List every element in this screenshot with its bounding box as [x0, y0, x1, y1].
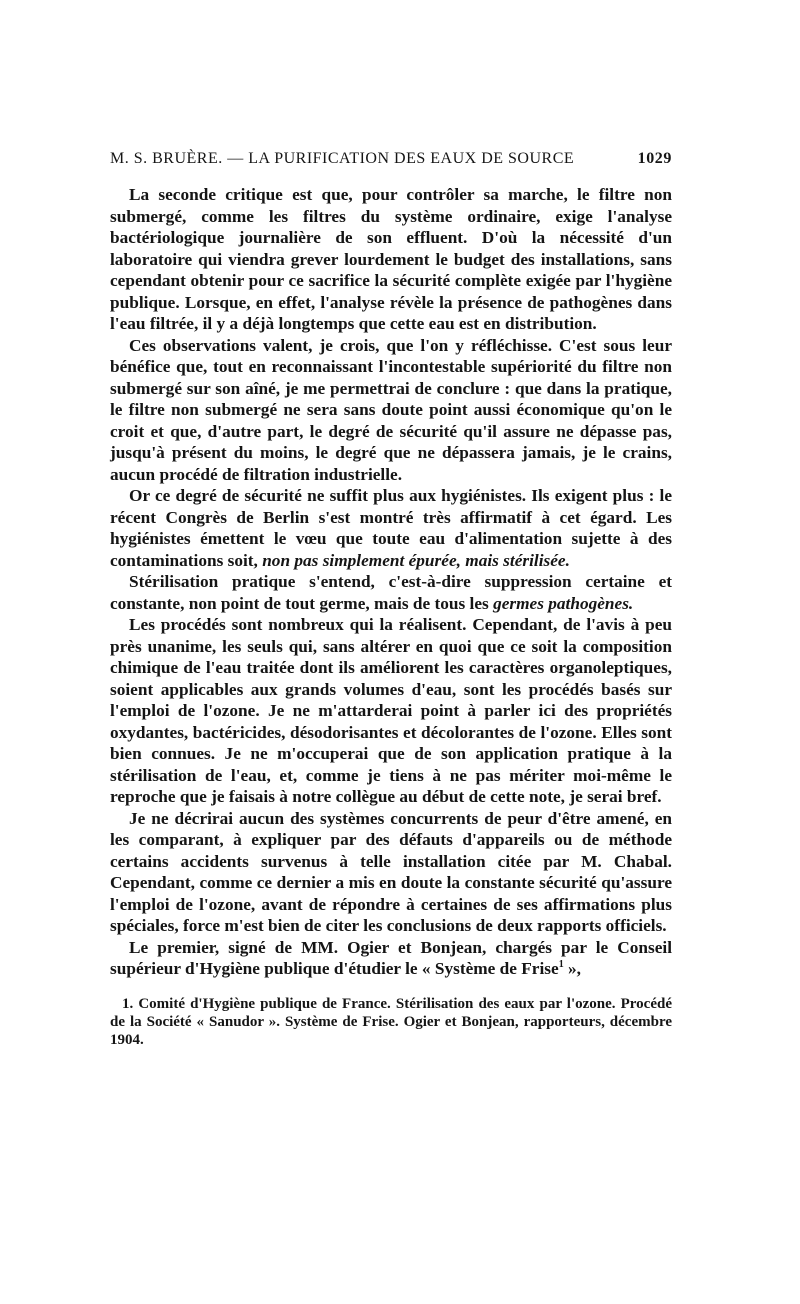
footnote-marker: 1.: [122, 995, 134, 1012]
paragraph: [110, 184, 672, 335]
book-page: [110, 150, 672, 1049]
paragraph-text-tail: »,: [563, 959, 581, 978]
running-title: M. S. BRUÈRE. — LA PURIFICATION DES EAUX DE SOURCE: [110, 150, 575, 167]
body-text: [110, 184, 672, 980]
paragraph-text: Ces observations valent, je crois, que l'on y réfléchisse. C'est sous leur bénéfice que, tout en reconnaissant l'incontestable supériorité du filtre non submergé sur son aîné, je me permettrai de conclure : que dans la pratique, le filtre non submergé ne sera sans doute point aussi économique qu'on le croit et que, d'autre part, le degré de sécurité qu'il assure ne dépasse pas, jusqu'à présent du moins, le degré que ne dépassera jamais, je le crains, aucun procédé de filtration industrielle.: [110, 335, 672, 484]
page-number: 1029: [637, 150, 672, 167]
paragraph: [110, 808, 672, 937]
paragraph-italic-text: germes pathogènes.: [493, 593, 634, 613]
paragraph-text: Les procédés sont nombreux qui la réalisent. Cependant, de l'avis à peu près unanime, les seuls qui, sans altérer en quoi que ce soit la composition chimique de l'eau traitée dont ils améliorent les caractères organoleptiques, soient applicables aux grands volumes d'eau, sont les procédés basés sur l'emploi de l'ozone. Je ne m'attarderai point à parler ici des propriétés oxydantes, bactéricides, désodorisantes et décolorantes de l'ozone. Elles sont bien connues. Je ne m'occuperai que de son application pratique à la stérilisation de l'eau, et, comme je tiens à ne pas mériter moi-même le reproche que je faisais à notre collègue au début de cette note, je serai bref.: [110, 615, 672, 806]
footnote: [110, 995, 672, 1049]
paragraph-text: La seconde critique est que, pour contrôler sa marche, le filtre non submergé, comme les filtres du système ordinaire, exige l'analyse bactériologique journalière de son effluent. D'où la nécessité d'un laboratoire qui viendra grever lourdement le budget des installations, sans cependant obtenir pour ce sacrifice la sécurité complète exigée par l'hygiène publique. Lorsque, en effet, l'analyse révèle la présence de pathogènes dans l'eau filtrée, il y a déjà longtemps que cette eau est en distribution.: [110, 185, 672, 333]
footnotes: [110, 995, 672, 1049]
paragraph: [110, 335, 672, 486]
paragraph-text: Stérilisation pratique s'entend, c'est-à-dire suppression certaine et constante, non point de tout germe, mais de tous les: [110, 572, 672, 613]
running-head: [110, 150, 672, 168]
footnote-reference[interactable]: 1: [558, 959, 564, 971]
paragraph: [110, 937, 672, 980]
footnote-text: Comité d'Hygiène publique de France. Stérilisation des eaux par l'ozone. Procédé de la Société « Sanudor ». Système de Frise. Ogier et Bonjean, rapporteurs, décembre 1904.: [110, 995, 672, 1048]
paragraph: [110, 614, 672, 808]
paragraph: [110, 571, 672, 614]
paragraph: [110, 485, 672, 571]
paragraph-text: Je ne décrirai aucun des systèmes concurrents de peur d'être amené, en les comparant, à expliquer par des défauts d'appareils ou de méthode certains accidents survenus à telle installation citée par M. Chabal. Cependant, comme ce dernier a mis en doute la constante sécurité qu'assure l'emploi de l'ozone, avant de répondre à certaines de ses affirmations plus spéciales, force m'est bien de citer les conclusions de deux rapports officiels.: [110, 808, 672, 935]
paragraph-italic-text: non pas simplement épurée, mais stérilisée.: [262, 550, 570, 570]
paragraph-text: Le premier, signé de MM. Ogier et Bonjean, chargés par le Conseil supérieur d'Hygiène publique d'étudier le « Système de Frise: [110, 937, 672, 978]
paragraph-text: Or ce degré de sécurité ne suffit plus aux hygiénistes. Ils exigent plus : le récent Congrès de Berlin s'est montré très affirmatif à cet égard. Les hygiénistes émettent le vœu que toute eau d'alimentation sujette à des contaminations soit,: [110, 486, 672, 570]
